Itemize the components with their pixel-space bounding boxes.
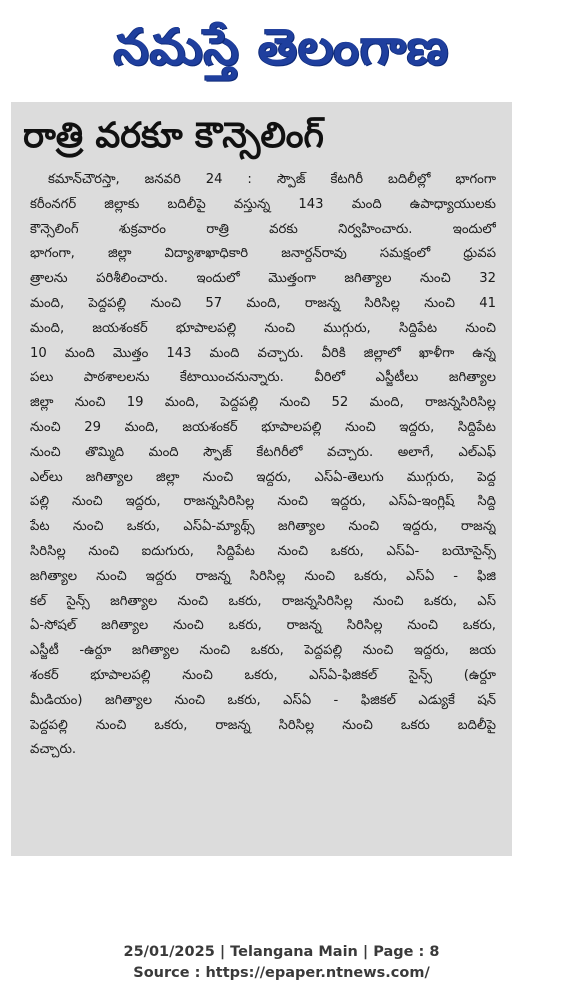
article-line: పలు పాఠశాలలను కేటాయించనున్నారు. వీరిలో ఎస్జీటీలు జగిత్యాల xyxy=(30,370,496,386)
source-link: Source : https://epaper.ntnews.com/ xyxy=(133,965,430,981)
article-line: నుంచి 29 మంది, జయశంకర్‌ భూపాలపల్లి నుంచి ఇద్దరు, సిద్దిపేట xyxy=(30,419,496,435)
article-line: మంది, జయశంకర్‌ భూపాలపల్లి నుంచి ముగ్గురు, సిద్దిపేట నుంచి xyxy=(30,320,496,336)
article-line: మీడియం) జగిత్యాల నుంచి ఒకరు, ఎస్‌ఏ - ఫిజికల్‌ ఎడ్యుకే షన్‌ xyxy=(30,692,496,708)
article-headline: రాత్రి వరకూ కౌన్సెలింగ్ xyxy=(23,116,324,156)
article-line: జిల్లా నుంచి 19 మంది, పెద్దపల్లి నుంచి 52 మంది, రాజన్నసిరిసిల్ల xyxy=(30,395,496,411)
article-body xyxy=(30,168,496,763)
article-line: పెద్దపల్లి నుంచి ఒకరు, రాజన్న సిరిసిల్ల నుంచి ఒకరు బదిలీపై xyxy=(30,717,496,733)
article-line: పల్లి నుంచి ఇద్దరు, రాజన్నసిరిసిల్ల నుంచి ఇద్దరు, ఎస్‌ఏ-ఇంగ్లిష్‌ సిద్ది xyxy=(30,494,496,510)
article-line: కల్‌ సైన్స్‌ జగిత్యాల నుంచి ఒకరు, రాజన్నసిరిసిల్ల నుంచి ఒకరు, ఎస్‌ xyxy=(30,593,496,609)
article-line: పేట నుంచి ఒకరు, ఎస్‌ఏ-మ్యాథ్స్‌ జగిత్యాల నుంచి ఇద్దరు, రాజన్న xyxy=(30,519,496,535)
article-line: మంది, పెద్దపల్లి నుంచి 57 మంది, రాజన్న సిరిసిల్ల నుంచి 41 xyxy=(30,295,496,311)
article-line: సిరిసిల్ల నుంచి ఐదుగురు, సిద్దిపేట నుంచి ఒకరు, ఎస్‌ఏ- బయోసైన్స్‌ xyxy=(30,543,496,559)
article-line: 10 మంది మొత్తం 143 మంది వచ్చారు. వీరికి జిల్లాలో ఖాళీగా ఉన్న xyxy=(30,345,496,361)
article-line: ఎస్జీటీ -ఉర్దూ జగిత్యాల నుంచి ఒకరు, పెద్దపల్లి నుంచి ఇద్దరు, జయ xyxy=(30,643,496,659)
article-line: నుంచి తొమ్మిది మంది స్పౌజ్‌ కేటగిరీలో వచ్చారు. అలాగే, ఎల్‌ఎఫ్‌ xyxy=(30,444,496,460)
newspaper-masthead xyxy=(0,4,563,90)
article-line: కమాన్‌చౌరస్తా, జనవరి 24 : స్పౌజ్‌ కేటగిరీ బదిలీల్లో భాగంగా xyxy=(48,172,496,187)
article-line: భాగంగా, జిల్లా విద్యాశాఖాధికారి జనార్దన్‌రావు సమక్షంలో ధ్రువప xyxy=(30,246,496,262)
article-line: జగిత్యాల నుంచి ఇద్దరు రాజన్న సిరిసిల్ల నుంచి ఒకరు, ఎస్‌ఏ - ఫిజి xyxy=(30,568,496,584)
page-footer xyxy=(0,942,563,984)
masthead-title: నమస్తే తెలంగాణ xyxy=(113,18,450,76)
article-line: వచ్చారు. xyxy=(30,742,77,758)
news-clipping xyxy=(11,102,512,856)
article-line: శంకర్‌ భూపాలపల్లి నుంచి ఒకరు, ఎస్‌ఏ-ఫిజికల్‌ సైన్స్‌ (ఉర్దూ xyxy=(30,667,496,683)
article-line: ఎల్‌లు జగిత్యాల జిల్లా నుంచి ఇద్దరు, ఎస్‌ఏ-తెలుగు ముగ్గురు, పెద్ద xyxy=(30,469,496,485)
article-line: త్రాలను పరిశీలించారు. ఇందులో మొత్తంగా జగిత్యాల నుంచి 32 xyxy=(30,271,496,287)
article-line: కరీంనగర్‌ జిల్లాకు బదిలీపై వస్తున్న 143 మంది ఉపాధ్యాయులకు xyxy=(30,196,496,212)
article-line: ఏ-సోషల్‌ జగిత్యాల నుంచి ఒకరు, రాజన్న సిరిసిల్ల నుంచి ఒకరు, xyxy=(30,618,496,634)
edition-info: 25/01/2025 | Telangana Main | Page : 8 xyxy=(123,944,440,960)
article-line: కౌన్సెలింగ్‌ శుక్రవారం రాత్రి వరకు నిర్వహించారు. ఇందులో xyxy=(30,221,496,237)
